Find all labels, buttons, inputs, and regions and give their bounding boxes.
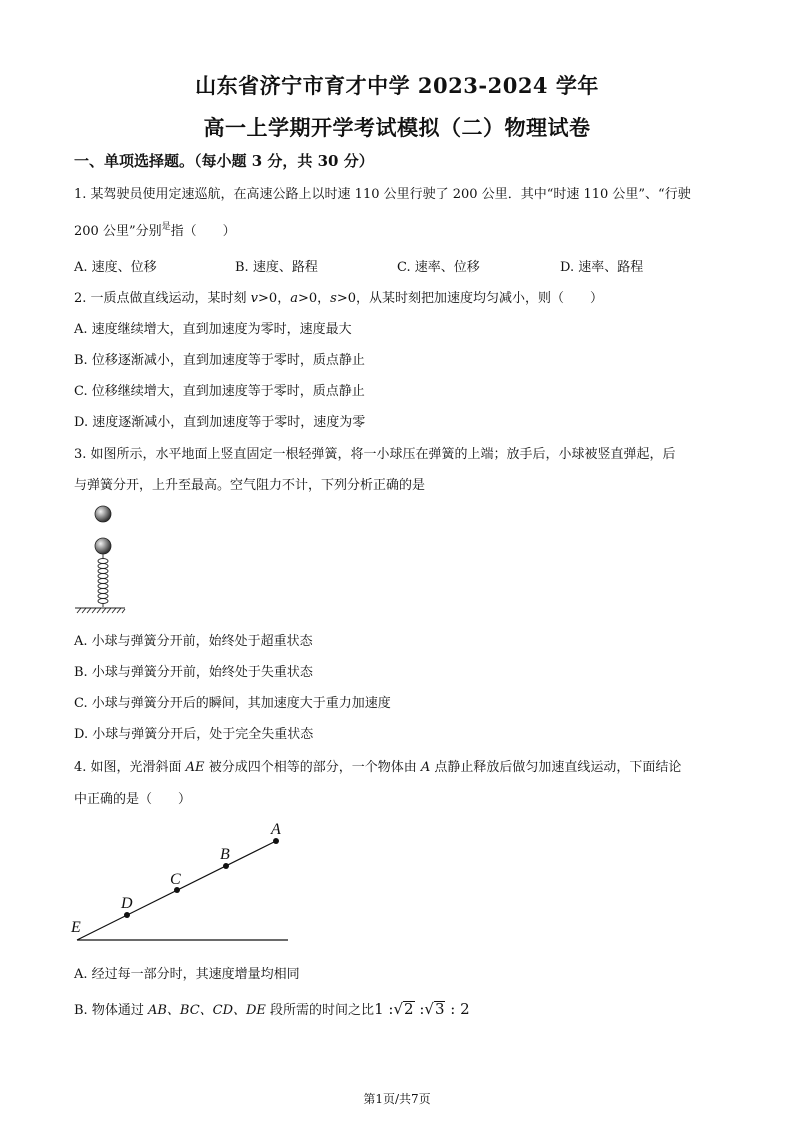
label-d: D bbox=[121, 895, 133, 912]
q2-var-s: s bbox=[330, 291, 337, 306]
ratio-term-3: 3 bbox=[434, 1000, 445, 1018]
ratio-term-4: : 2 bbox=[445, 1000, 470, 1018]
q4-option-b bbox=[74, 999, 470, 1018]
label-c: C bbox=[170, 871, 181, 888]
ratio-term-1: 1 : bbox=[374, 1000, 394, 1018]
sqrt-icon: √ bbox=[393, 1000, 403, 1018]
q1-stem-line-1: 1. 某驾驶员使用定速巡航，在高速公路上以时速 110 公里行驶了 200 公里．其中“时速 110 公里”、“行驶 bbox=[74, 187, 691, 202]
ratio-colon: : bbox=[414, 1000, 425, 1018]
q1-stem-part-b: 指（ ） bbox=[170, 224, 236, 239]
q1-stem-part-a: 200 公里”分别 bbox=[74, 224, 162, 239]
q2-option-c: C. 位移继续增大，直到加速度等于零时，质点静止 bbox=[74, 384, 365, 399]
q1-option-c: C. 速率、位移 bbox=[397, 260, 480, 275]
spring-icon bbox=[98, 554, 108, 607]
section-heading: 一、单项选择题。（每小题 3 分，共 30 分） bbox=[74, 152, 374, 170]
q3-option-b: B. 小球与弹簧分开前，始终处于失重状态 bbox=[74, 665, 313, 680]
q4-option-a: A. 经过每一部分时，其速度增量均相同 bbox=[74, 967, 300, 982]
q2-option-b: B. 位移逐渐减小，直到加速度等于零时，质点静止 bbox=[74, 353, 365, 368]
q4-var-a: A bbox=[420, 760, 431, 775]
label-e: E bbox=[71, 919, 81, 936]
q3-stem-line-2: 与弹簧分开，上升至最高。空气阻力不计，下列分析正确的是 bbox=[74, 478, 426, 493]
q1-option-d: D. 速率、路程 bbox=[560, 260, 644, 275]
page-footer: 第1页/共7页 bbox=[363, 1092, 431, 1106]
q1-stem-line-2 bbox=[74, 220, 236, 239]
ground-hatch bbox=[75, 608, 125, 613]
q1-stem-superscript: 是 bbox=[161, 222, 171, 232]
point-d-dot bbox=[124, 912, 130, 918]
ratio-term-2: 2 bbox=[404, 1000, 414, 1018]
q1-option-b: B. 速度、路程 bbox=[235, 260, 318, 275]
q4-stem-part-a: 4. 如图，光滑斜面 bbox=[74, 760, 186, 775]
q3-option-c: C. 小球与弹簧分开后的瞬间，其加速度大于重力加速度 bbox=[74, 696, 391, 711]
q2-stem-part-b: >0， bbox=[258, 291, 291, 306]
q2-stem bbox=[74, 287, 603, 306]
q4-stem-line-1 bbox=[74, 756, 681, 775]
q2-option-a: A. 速度继续增大，直到加速度为零时，速度最大 bbox=[74, 322, 352, 337]
q4-var-ae: AE bbox=[185, 760, 205, 775]
q3-option-d: D. 小球与弹簧分开后，处于完全失重状态 bbox=[74, 727, 314, 742]
q4-stem-line-2: 中正确的是（ ） bbox=[74, 792, 192, 807]
upper-ball bbox=[95, 506, 111, 522]
point-a-dot bbox=[273, 838, 279, 844]
q2-stem-part-d: >0，从某时刻把加速度均匀减小，则（ ） bbox=[336, 291, 603, 306]
q4-stem-part-b: 被分成四个相等的部分，一个物体由 bbox=[204, 760, 421, 775]
label-b: B bbox=[220, 846, 230, 863]
label-a: A bbox=[271, 821, 281, 838]
lower-ball bbox=[95, 538, 111, 554]
point-b-dot bbox=[223, 863, 229, 869]
q3-stem-line-1: 3. 如图所示，水平地面上竖直固定一根轻弹簧，将一小球压在弹簧的上端；放手后，小球被竖直弹起，后 bbox=[74, 447, 676, 462]
title-line-1: 山东省济宁市育才中学 2023-2024 学年 bbox=[195, 73, 599, 98]
q2-option-d: D. 速度逐渐减小，直到加速度等于零时，速度为零 bbox=[74, 415, 366, 430]
q3-option-a: A. 小球与弹簧分开前，始终处于超重状态 bbox=[74, 634, 313, 649]
q2-var-a: a bbox=[290, 291, 298, 306]
q4-option-b-segments: AB、BC、CD、DE bbox=[147, 1003, 266, 1018]
q2-stem-part-a: 2. 一质点做直线运动，某时刻 bbox=[74, 291, 251, 306]
sqrt-icon: √ bbox=[424, 1000, 434, 1018]
incline-figure bbox=[65, 815, 300, 950]
title-line-2: 高一上学期开学考试模拟（二）物理试卷 bbox=[203, 115, 591, 140]
q2-var-v: v bbox=[250, 291, 259, 306]
q2-stem-part-c: >0， bbox=[297, 291, 331, 306]
spring-ball-figure bbox=[70, 500, 130, 620]
q1-option-a: A. 速度、位移 bbox=[74, 260, 157, 275]
q4-option-b-part-a: B. 物体通过 bbox=[74, 1003, 148, 1018]
q4-stem-part-c: 点静止释放后做匀加速直线运动，下面结论 bbox=[430, 760, 682, 775]
q4-option-b-part-b: 段所需的时间之比 bbox=[265, 1003, 375, 1018]
